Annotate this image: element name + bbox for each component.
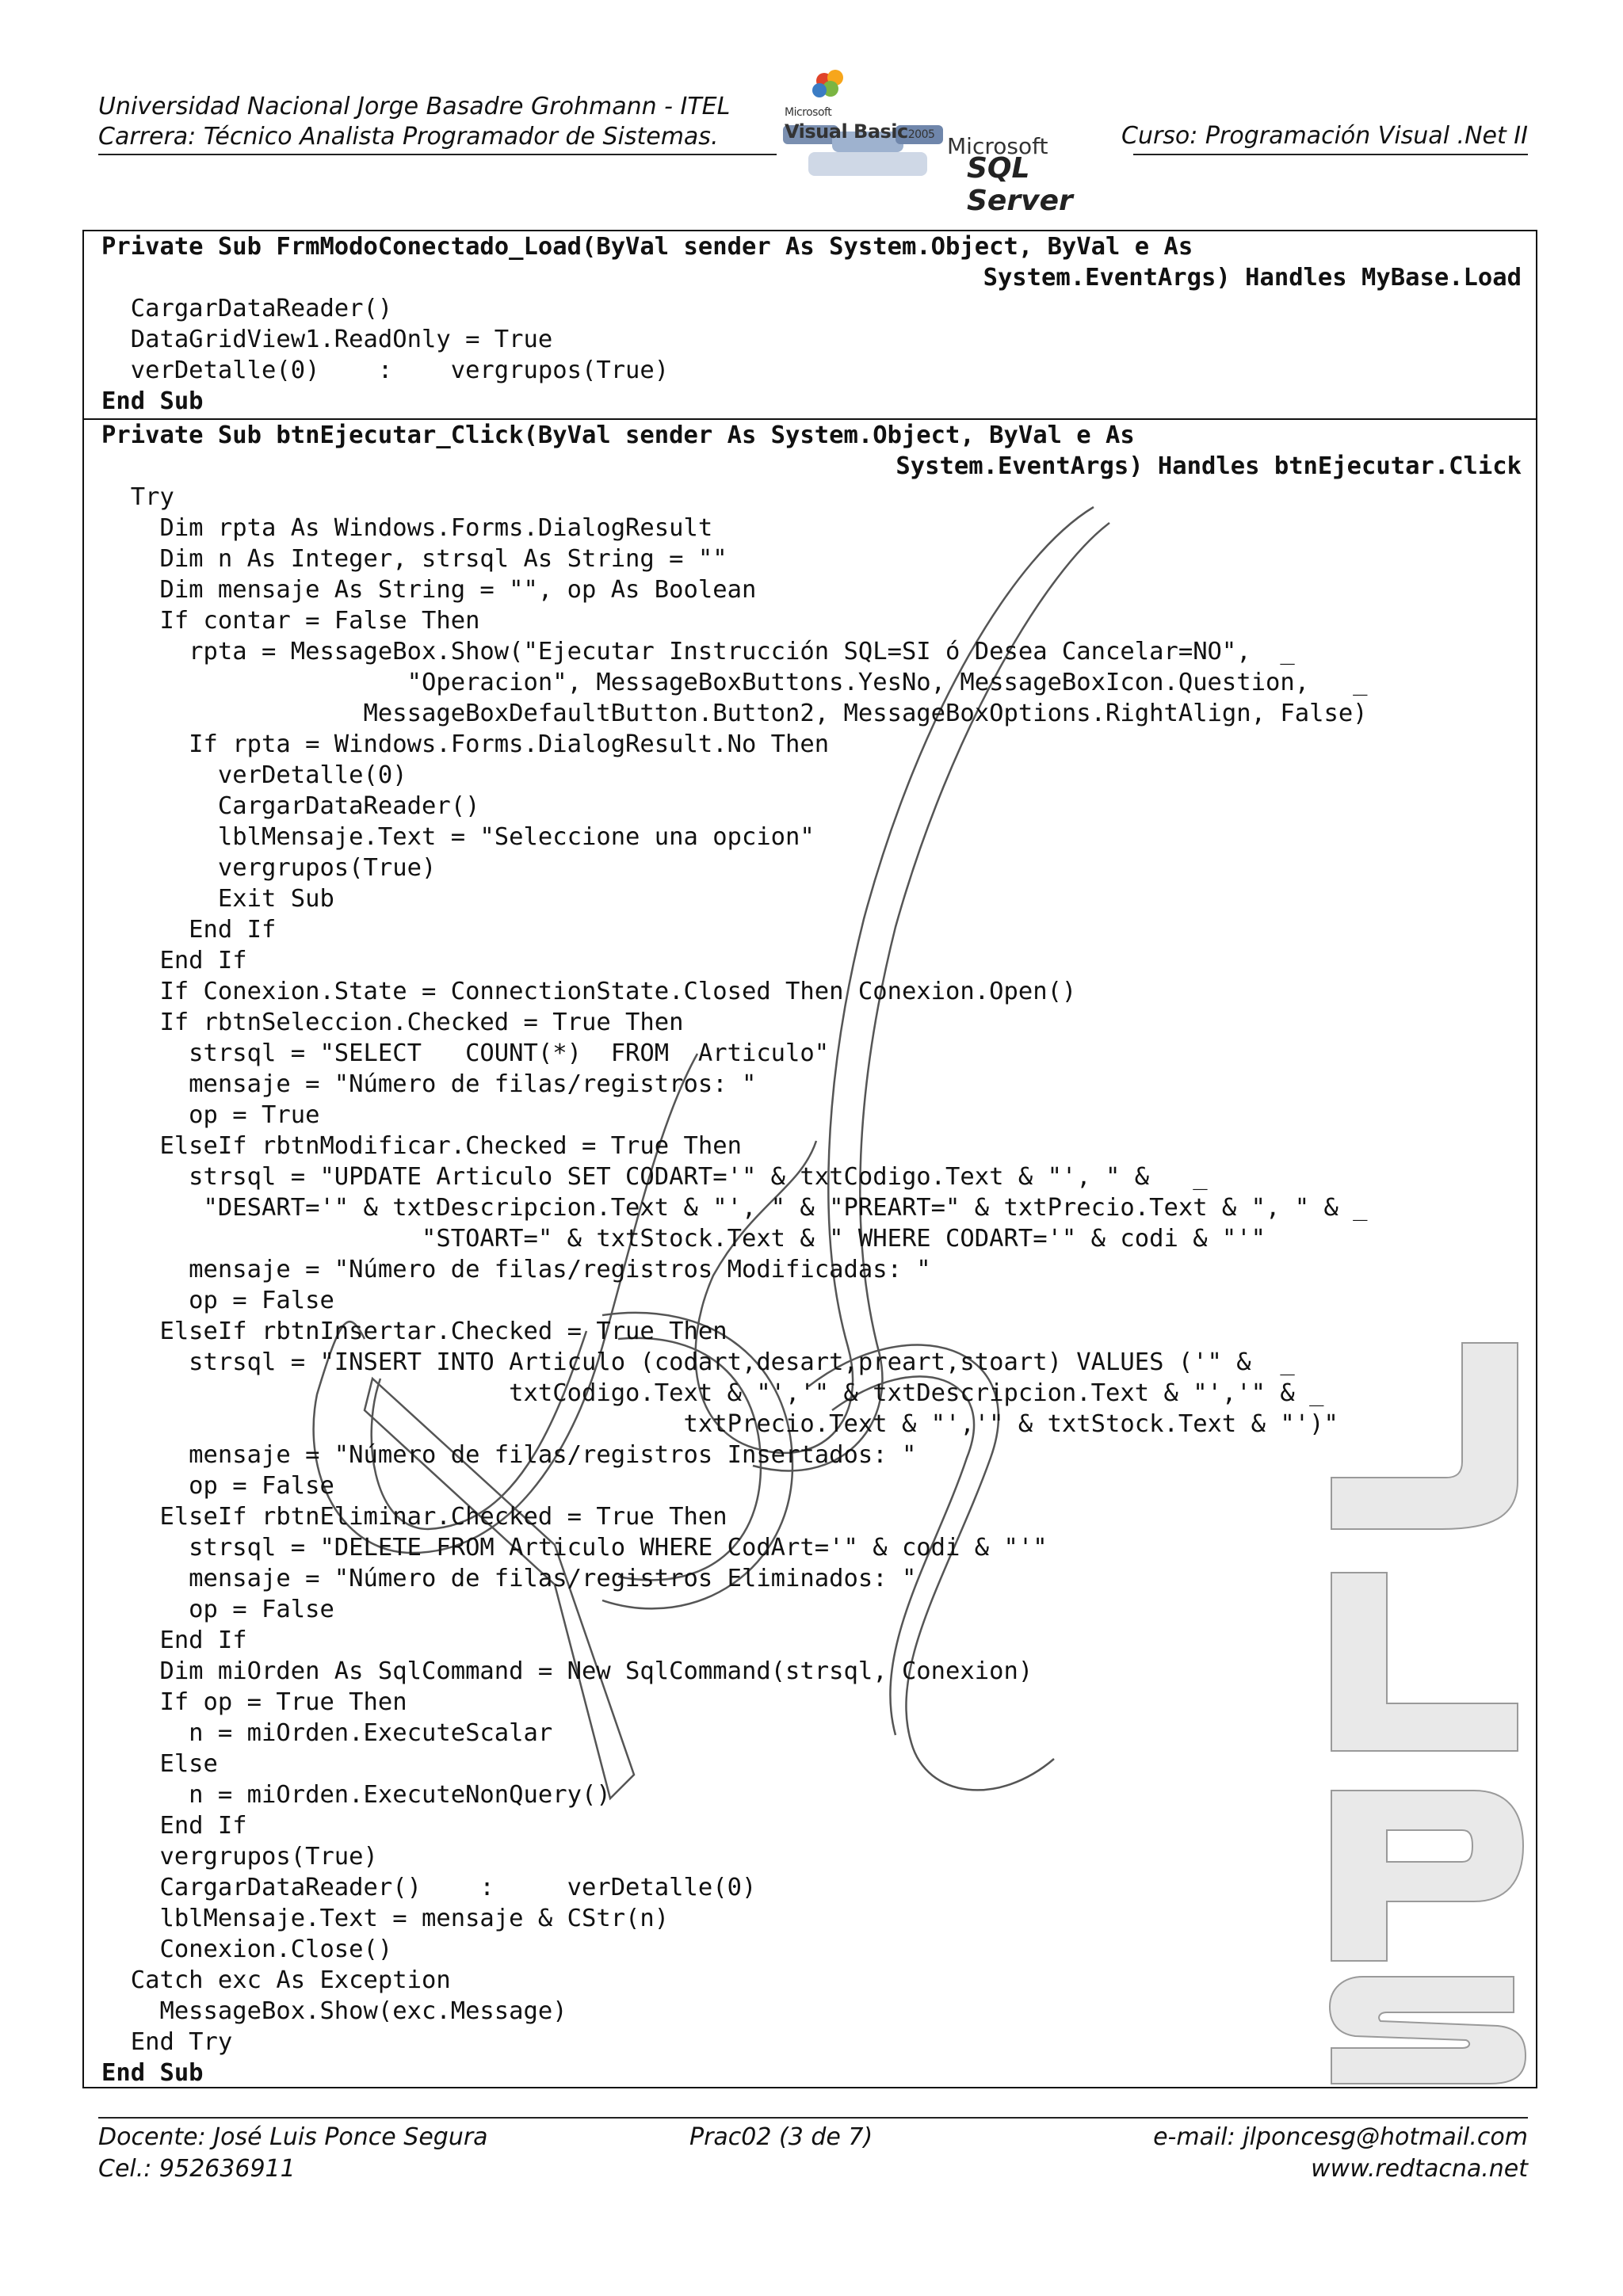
code-line: If contar = False Then	[101, 607, 480, 635]
footer-contact	[1153, 2122, 1528, 2185]
code-line: End If	[101, 1627, 247, 1654]
code-line: Dim rpta As Windows.Forms.DialogResult	[101, 514, 713, 542]
logo-vb-brand: Microsoft	[785, 106, 832, 119]
code-line: If rpta = Windows.Forms.DialogResult.No Then	[101, 730, 830, 758]
code-line: verDetalle(0)	[101, 761, 407, 789]
code-line: CargarDataReader()	[101, 295, 393, 322]
header-course: Curso: Programación Visual .Net II	[1121, 122, 1528, 150]
code-line: op = True	[101, 1101, 320, 1129]
code-line: Dim n As Integer, strsql As String = ""	[101, 545, 727, 573]
header-university: Universidad Nacional Jorge Basadre Grohmann - ITEL	[98, 93, 731, 120]
code-line: End If	[101, 1812, 247, 1840]
code-line: CargarDataReader()	[101, 792, 480, 820]
code-line: strsql = "SELECT COUNT(*) FROM Articulo"	[101, 1039, 830, 1067]
code-line: n = miOrden.ExecuteNonQuery()	[101, 1781, 611, 1809]
code-line: mensaje = "Número de filas/registros Eliminados: "	[101, 1565, 917, 1592]
code-line: strsql = "DELETE FROM Articulo WHERE CodArt='" & codi & "'"	[101, 1534, 1048, 1562]
footer-practice: Prac02 (3 de 7)	[689, 2123, 873, 2151]
code-line: op = False	[101, 1596, 334, 1623]
code-line: If op = True Then	[101, 1688, 407, 1716]
logo-sql-server: SQL Server	[967, 152, 1073, 217]
code-line: mensaje = "Número de filas/registros Modificadas: "	[101, 1256, 931, 1283]
vb-sql-logo	[777, 63, 1133, 217]
code-line: End Try	[101, 2028, 233, 2056]
code-sub-form-load	[101, 231, 1522, 417]
code-line: End If	[101, 947, 247, 974]
code-listing-box	[82, 230, 1537, 2088]
code-line: Dim mensaje As String = "", op As Boolean	[101, 576, 757, 604]
code-line: lblMensaje.Text = "Seleccione una opcion"	[101, 823, 815, 851]
code-line: CargarDataReader() : verDetalle(0)	[101, 1874, 757, 1901]
code-line: txtCodigo.Text & "','" & txtDescripcion.Text & "','" & _	[101, 1379, 1324, 1407]
code-line: op = False	[101, 1287, 334, 1314]
code-line: "Operacion", MessageBoxButtons.YesNo, MessageBoxIcon.Question, _	[101, 669, 1368, 696]
code-line: If Conexion.State = ConnectionState.Closed Then Conexion.Open()	[101, 978, 1077, 1005]
code-line: System.EventArgs) Handles btnEjecutar.Click	[896, 452, 1522, 480]
code-line: mensaje = "Número de filas/registros: "	[101, 1070, 757, 1098]
code-line: If rbtnSeleccion.Checked = True Then	[101, 1009, 684, 1036]
code-line: System.EventArgs) Handles MyBase.Load	[983, 264, 1522, 292]
code-sub-btn-ejecutar-click	[101, 420, 1522, 2088]
footer-teacher	[98, 2122, 488, 2185]
code-line: Else	[101, 1750, 218, 1778]
code-line: op = False	[101, 1472, 334, 1500]
code-line: rpta = MessageBox.Show("Ejecutar Instrucción SQL=SI ó Desea Cancelar=NO", _	[101, 638, 1295, 666]
header-career: Carrera: Técnico Analista Programador de Sistemas.	[98, 123, 719, 151]
header-rule-left	[98, 154, 777, 155]
code-line: n = miOrden.ExecuteScalar	[101, 1719, 553, 1747]
code-line: Private Sub btnEjecutar_Click(ByVal sender As System.Object, ByVal e As	[101, 421, 1135, 449]
code-line: verDetalle(0) : vergrupos(True)	[101, 357, 670, 384]
code-line: vergrupos(True)	[101, 854, 437, 882]
footer-rule	[98, 2117, 1528, 2119]
code-line: End If	[101, 916, 277, 944]
code-line: MessageBoxDefaultButton.Button2, MessageBoxOptions.RightAlign, False)	[101, 700, 1368, 727]
code-line: vergrupos(True)	[101, 1843, 378, 1871]
header-institution	[98, 92, 730, 152]
logo-microsoft: Microsoft	[947, 133, 1048, 159]
code-line: Try	[101, 483, 174, 511]
code-line: mensaje = "Número de filas/registros Insertados: "	[101, 1441, 917, 1469]
logo-visual-basic	[785, 98, 934, 143]
code-line: Exit Sub	[101, 885, 334, 913]
code-line: DataGridView1.ReadOnly = True	[101, 326, 553, 353]
code-line: Conexion.Close()	[101, 1936, 393, 1963]
code-line: Private Sub FrmModoConectado_Load(ByVal sender As System.Object, ByVal e As	[101, 233, 1193, 261]
code-line: End Sub	[101, 2059, 204, 2087]
code-line: strsql = "INSERT INTO Articulo (codart,desart,preart,stoart) VALUES ('" & _	[101, 1348, 1295, 1376]
header-rule-right	[1133, 154, 1528, 155]
logo-vb-year: 2005	[907, 128, 935, 141]
code-line: ElseIf rbtnModificar.Checked = True Then	[101, 1132, 742, 1160]
code-line: ElseIf rbtnInsertar.Checked = True Then	[101, 1318, 727, 1345]
footer-email: e-mail: jlponcesg@hotmail.com	[1153, 2123, 1528, 2151]
code-line: txtPrecio.Text & "','" & txtStock.Text & "')"	[101, 1410, 1338, 1438]
code-line: Dim miOrden As SqlCommand = New SqlCommand(strsql, Conexion)	[101, 1657, 1033, 1685]
code-line: lblMensaje.Text = mensaje & CStr(n)	[101, 1905, 670, 1932]
code-line: MessageBox.Show(exc.Message)	[101, 1997, 567, 2025]
code-line: strsql = "UPDATE Articulo SET CODART='" & txtCodigo.Text & "', " & _	[101, 1163, 1208, 1191]
code-line: End Sub	[101, 387, 204, 415]
code-line: "DESART='" & txtDescripcion.Text & "', " & "PREART=" & txtPrecio.Text & ", " & _	[101, 1194, 1368, 1222]
footer-docente: Docente: José Luis Ponce Segura	[98, 2123, 488, 2151]
code-line: Catch exc As Exception	[101, 1966, 451, 1994]
footer-cel: Cel.: 952636911	[98, 2155, 296, 2183]
code-line: ElseIf rbtnEliminar.Checked = True Then	[101, 1503, 727, 1531]
footer-web: www.redtacna.net	[1311, 2155, 1528, 2183]
logo-vb-text: Visual Basic	[785, 120, 908, 143]
code-line: "STOART=" & txtStock.Text & " WHERE CODART='" & codi & "'"	[101, 1225, 1266, 1253]
